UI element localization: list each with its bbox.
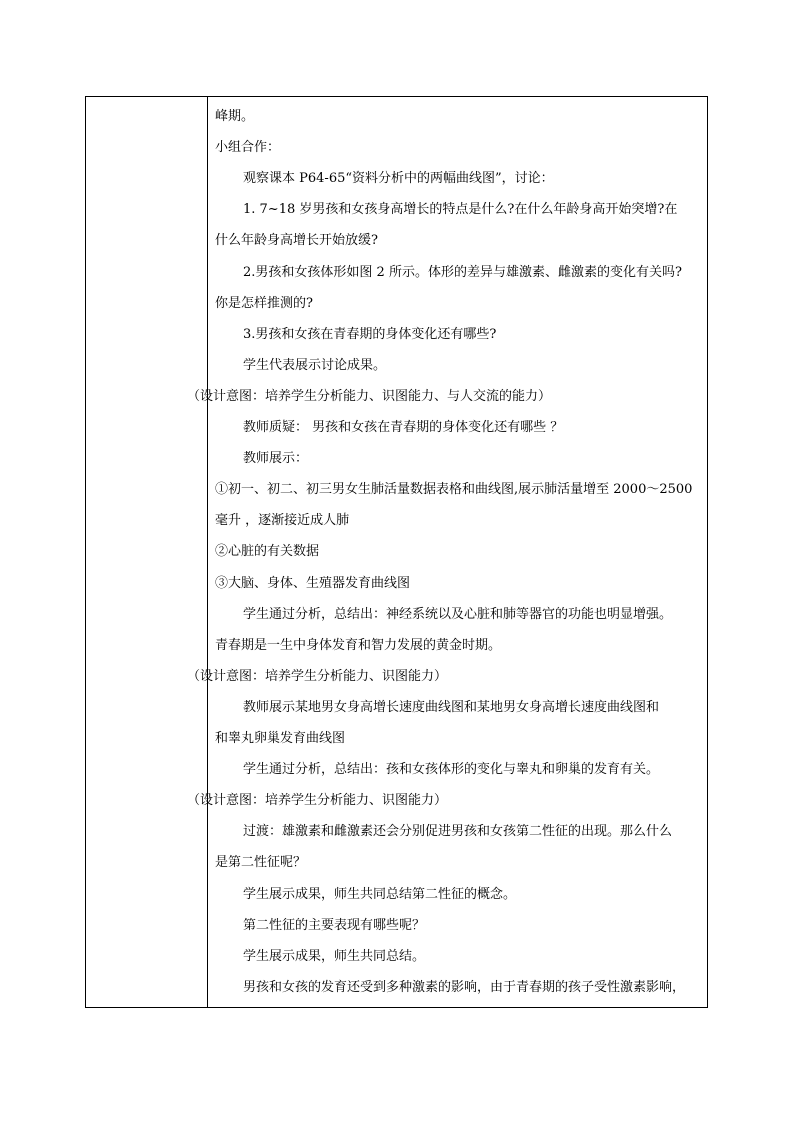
content-line: （设计意图：培养学生分析能力、识图能力） bbox=[187, 793, 448, 809]
content-line: 青春期是一生中身体发育和智力发展的黄金时期。 bbox=[215, 637, 502, 653]
content-line: ①初一、初二、初三男女生肺活量数据表格和曲线图,展示肺活量增至 2000～2500 bbox=[215, 482, 693, 498]
content-line: 学生代表展示讨论成果。 bbox=[243, 357, 387, 373]
content-line: 过渡：雄激素和雌激素还会分别促进男孩和女孩第二性征的出现。那么什么 bbox=[243, 824, 673, 840]
content-line: 第二性征的主要表现有哪些呢？ bbox=[243, 917, 426, 933]
content-line: 2.男孩和女孩体形如图 2 所示。体形的差异与雄激素、雌激素的变化有关吗? bbox=[243, 264, 682, 280]
content-line: 小组合作： bbox=[215, 140, 281, 156]
content-line: 教师展示某地男女身高增长速度曲线图和某地男女身高增长速度曲线图和 bbox=[243, 699, 660, 715]
content-line: 观察课本 P64-65“资料分析中的两幅曲线图”，讨论： bbox=[243, 171, 554, 187]
content-line: 学生通过分析，总结出：孩和女孩体形的变化与睾丸和卵巢的发育有关。 bbox=[243, 762, 660, 778]
content-line: 是第二性征呢？ bbox=[215, 855, 307, 871]
content-line: 毫升 ，逐渐接近成人肺 bbox=[215, 513, 350, 529]
content-line: 3.男孩和女孩在青春期的身体变化还有哪些? bbox=[243, 326, 497, 342]
content-line: 峰期。 bbox=[215, 109, 255, 124]
content-line: 教师质疑： 男孩和女孩在青春期的身体变化还有哪些 ？ bbox=[243, 420, 564, 435]
lesson-table bbox=[85, 96, 708, 1008]
content-line: 和睾丸卵巢发育曲线图 bbox=[215, 731, 346, 746]
content-line: 学生通过分析，总结出：神经系统以及心脏和肺等器官的功能也明显增强。 bbox=[243, 606, 673, 622]
content-line: 1. 7~18 岁男孩和女孩身高增长的特点是什么?在什么年龄身高开始突增?在 bbox=[243, 202, 678, 218]
content-line: （设计意图：培养学生分析能力、识图能力） bbox=[187, 668, 448, 684]
content-line: 学生展示成果，师生共同总结。 bbox=[243, 948, 426, 964]
content-line: （设计意图：培养学生分析能力、识图能力、与人交流的能力） bbox=[187, 388, 552, 404]
content-line: ③大脑、身体、生殖器发育曲线图 bbox=[215, 575, 411, 591]
content-line: 教师展示： bbox=[243, 451, 309, 467]
content-line: 学生展示成果，师生共同总结第二性征的概念。 bbox=[243, 886, 517, 902]
content-line: ②心脏的有关数据 bbox=[215, 544, 320, 560]
table-left-column bbox=[86, 97, 208, 1007]
content-line: 男孩和女孩的发育还受到多种激素的影响，由于青春期的孩子受性激素影响， bbox=[243, 979, 686, 995]
table-content-column bbox=[187, 97, 707, 1007]
content-line: 你是怎样推测的? bbox=[215, 295, 313, 311]
content-line: 什么年龄身高增长开始放缓? bbox=[215, 233, 378, 249]
